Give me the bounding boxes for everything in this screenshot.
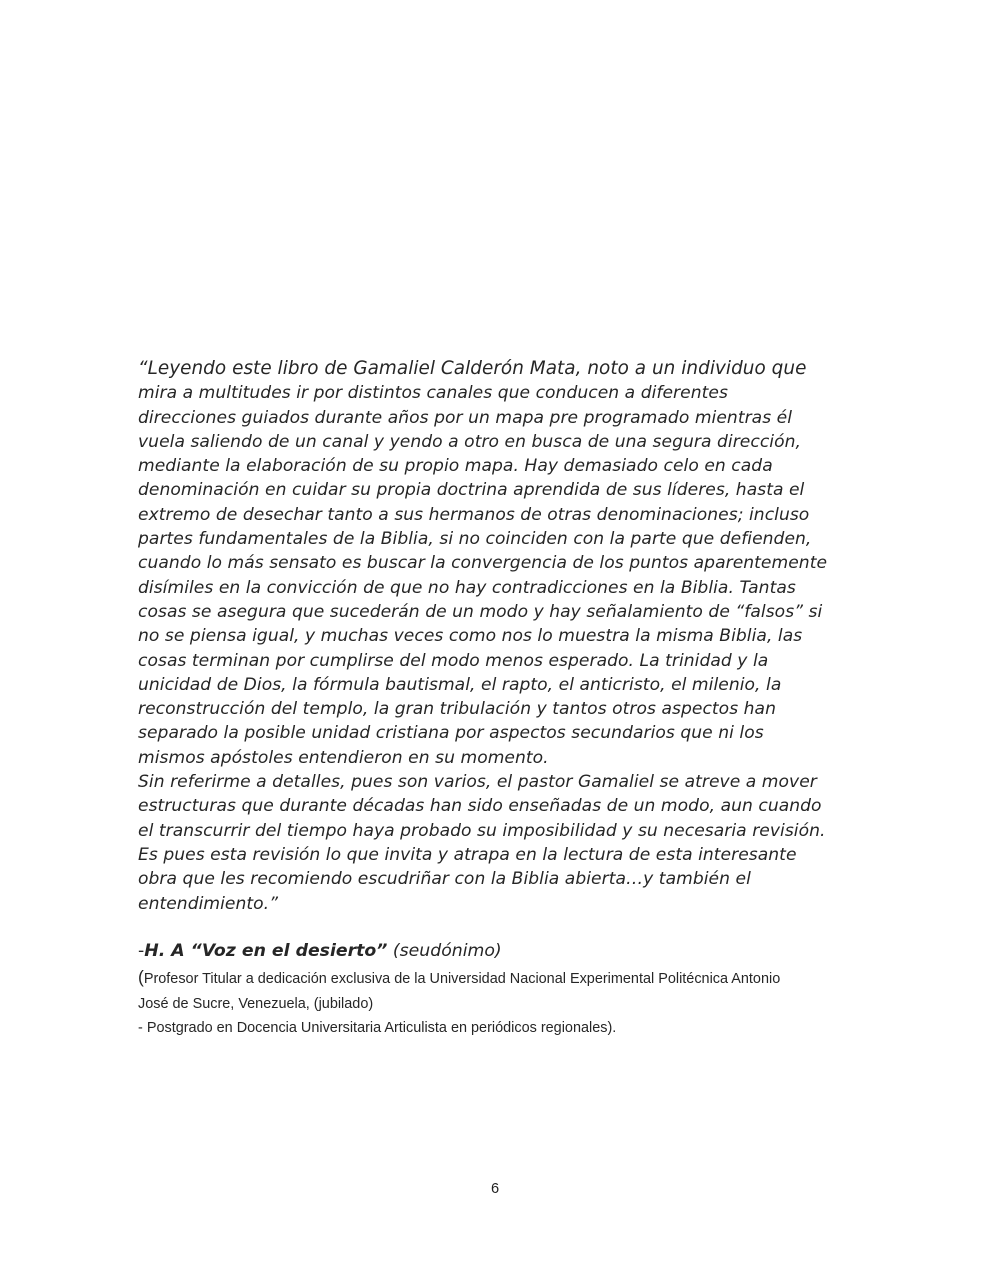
quote-line: extremo de desechar tanto a sus hermanos de otras denominaciones; incluso [138, 504, 810, 525]
credentials-text: Profesor Titular a dedicación exclusiva de la Universidad Nacional Experimental Politécnica Antonio [143, 971, 781, 987]
credentials-line [138, 965, 858, 992]
quote-line: cosas se asegura que sucederán de un modo y hay señalamiento de “falsos” si [138, 601, 823, 622]
quote-line: mismos apóstoles entendieron en su momento. [138, 747, 549, 768]
pseudonym-label: (seudónimo) [392, 941, 502, 961]
quote-line: vuela saliendo de un canal y yendo a otro en busca de una segura dirección, [138, 431, 801, 452]
author-signature [138, 939, 858, 963]
author-credentials [138, 965, 858, 1041]
quote-line: el transcurrir del tiempo haya probado su imposibilidad y su necesaria revisión. [138, 820, 826, 841]
quote-line: cuando lo más sensato es buscar la convergencia de los puntos aparentemente [138, 553, 828, 574]
credentials-line: - Postgrado en Docencia Universitaria Articulista en periódicos regionales). [138, 1020, 617, 1036]
quote-line: mediante la elaboración de su propio mapa. Hay demasiado celo en cada [138, 456, 773, 477]
quote-line: direcciones guiados durante años por un mapa pre programado mientras él [138, 407, 793, 428]
quote-line: separado la posible unidad cristiana por aspectos secundarios que ni los [138, 723, 764, 744]
quote-line: reconstrucción del templo, la gran tribulación y tantos otros aspectos han [138, 699, 776, 720]
quote-line: “Leyendo este libro de Gamaliel Calderón Mata, noto a un individuo que [138, 358, 807, 379]
quote-line: obra que les recomiendo escudriñar con la Biblia abierta…y también el [138, 869, 751, 890]
foreword-quote [138, 357, 858, 916]
quote-line: denominación en cuidar su propia doctrina aprendida de sus líderes, hasta el [138, 480, 805, 501]
open-paren: ( [138, 967, 144, 987]
quote-line: disímiles en la convicción de que no hay contradicciones en la Biblia. Tantas [138, 577, 796, 598]
quote-line: Es pues esta revisión lo que invita y atrapa en la lectura de esta interesante [138, 844, 797, 865]
quote-line: unicidad de Dios, la fórmula bautismal, el rapto, el anticristo, el milenio, la [138, 674, 782, 695]
quote-line: mira a multitudes ir por distintos canales que conducen a diferentes [138, 383, 728, 404]
quote-line: estructuras que durante décadas han sido enseñadas de un modo, aun cuando [138, 796, 822, 817]
signature-dash: - [138, 941, 145, 961]
quote-line: entendimiento.” [138, 893, 279, 914]
author-name: H. A “Voz en el desierto” [144, 941, 388, 961]
quote-line: no se piensa igual, y muchas veces como nos lo muestra la misma Biblia, las [138, 626, 803, 647]
credentials-line: José de Sucre, Venezuela, (jubilado) [138, 995, 374, 1012]
quote-line: partes fundamentales de la Biblia, si no coinciden con la parte que defienden, [138, 529, 812, 550]
quote-line: cosas terminan por cumplirse del modo menos esperado. La trinidad y la [138, 650, 769, 671]
page-number: 6 [490, 1181, 500, 1197]
quote-line: Sin referirme a detalles, pues son varios, el pastor Gamaliel se atreve a mover [138, 772, 817, 793]
